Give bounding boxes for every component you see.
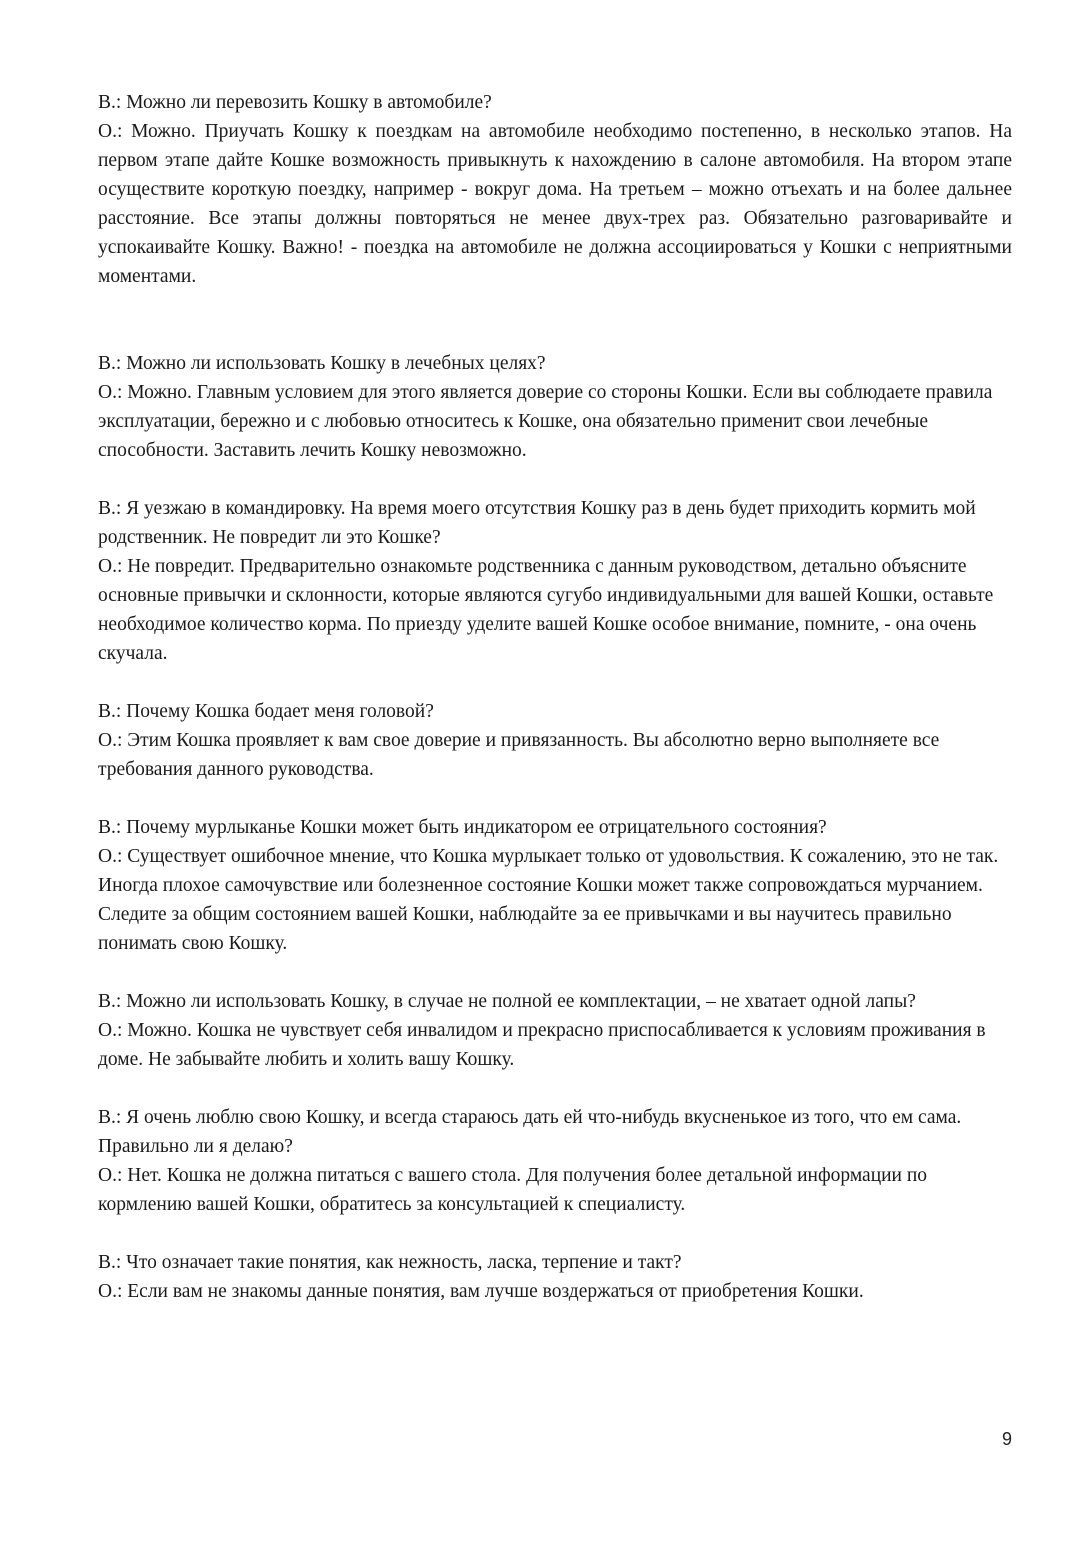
answer-text: О.: Нет. Кошка не должна питаться с вашего стола. Для получения более детальной информации по кормлению вашей Кошки, обратитесь за консультацией к специалисту. [98, 1165, 928, 1215]
question-text: В.: Можно ли перевозить Кошку в автомобиле? [98, 92, 492, 113]
question-text: В.: Почему Кошка бодает меня головой? [98, 701, 434, 722]
qa-block [98, 1248, 1012, 1306]
answer-text: О.: Не повредит. Предварительно ознакомьте родственника с данным руководством, детально объясните основные привычки и склонности, которые являются сугубо индивидуальными для вашей Кошки, оставьте необходимое количество корма. По приезду уделите вашей Кошке особое внимание, помните, - она очень скучала. [98, 556, 994, 664]
qa-block [98, 987, 1012, 1074]
qa-block [98, 88, 1012, 291]
question-text: В.: Что означает такие понятия, как нежность, ласка, терпение и такт? [98, 1252, 682, 1273]
qa-block [98, 494, 1012, 668]
answer-text: О.: Если вам не знакомы данные понятия, вам лучше воздержаться от приобретения Кошки. [98, 1281, 864, 1302]
question-text: В.: Можно ли использовать Кошку, в случае не полной ее комплектации, – не хватает одной лапы? [98, 991, 916, 1012]
qa-block [98, 1103, 1012, 1219]
answer-text: О.: Этим Кошка проявляет к вам свое доверие и привязанность. Вы абсолютно верно выполняете все требования данного руководства. [98, 730, 940, 780]
qa-block [98, 349, 1012, 465]
qa-block [98, 813, 1012, 958]
answer-text: О.: Можно. Главным условием для этого является доверие со стороны Кошки. Если вы соблюдаете правила эксплуатации, бережно и с любовью относитесь к Кошке, она обязательно применит свои лечебные способности. Заставить лечить Кошку невозможно. [98, 382, 993, 461]
answer-text: О.: Можно. Кошка не чувствует себя инвалидом и прекрасно приспосабливается к условиям проживания в доме. Не забывайте любить и холить вашу Кошку. [98, 1020, 986, 1070]
question-text: В.: Можно ли использовать Кошку в лечебных целях? [98, 353, 546, 374]
question-text: В.: Почему мурлыканье Кошки может быть индикатором ее отрицательного состояния? [98, 817, 827, 838]
question-text: В.: Я очень люблю свою Кошку, и всегда стараюсь дать ей что-нибудь вкусненькое из того, что ем сама. Правильно ли я делаю? [98, 1107, 962, 1157]
question-text: В.: Я уезжаю в командировку. На время моего отсутствия Кошку раз в день будет приходить кормить мой родственник. Не повредит ли это Кошке? [98, 498, 976, 548]
answer-text: О.: Можно. Приучать Кошку к поездкам на автомобиле необходимо постепенно, в несколько этапов. На первом этапе дайте Кошке возможность привыкнуть к нахождению в салоне автомобиля. На втором этапе осуществите короткую поездку, например - вокруг дома. На третьем – можно отъехать и на более дальнее расстояние. Все этапы должны повторяться не менее двух-трех раз. Обязательно разговаривайте и успокаивайте Кошку. Важно! - поездка на автомобиле не должна ассоциироваться у Кошки с неприятными моментами. [98, 121, 1012, 287]
qa-block [98, 697, 1012, 784]
answer-text: О.: Существует ошибочное мнение, что Кошка мурлыкает только от удовольствия. К сожалению, это не так. Иногда плохое самочувствие или болезненное состояние Кошки может также сопровождаться мурчанием. Следите за общим состоянием вашей Кошки, наблюдайте за ее привычками и вы научитесь правильно понимать свою Кошку. [98, 846, 999, 954]
page-number: 9 [1001, 1429, 1012, 1449]
page-content [98, 88, 1012, 1306]
